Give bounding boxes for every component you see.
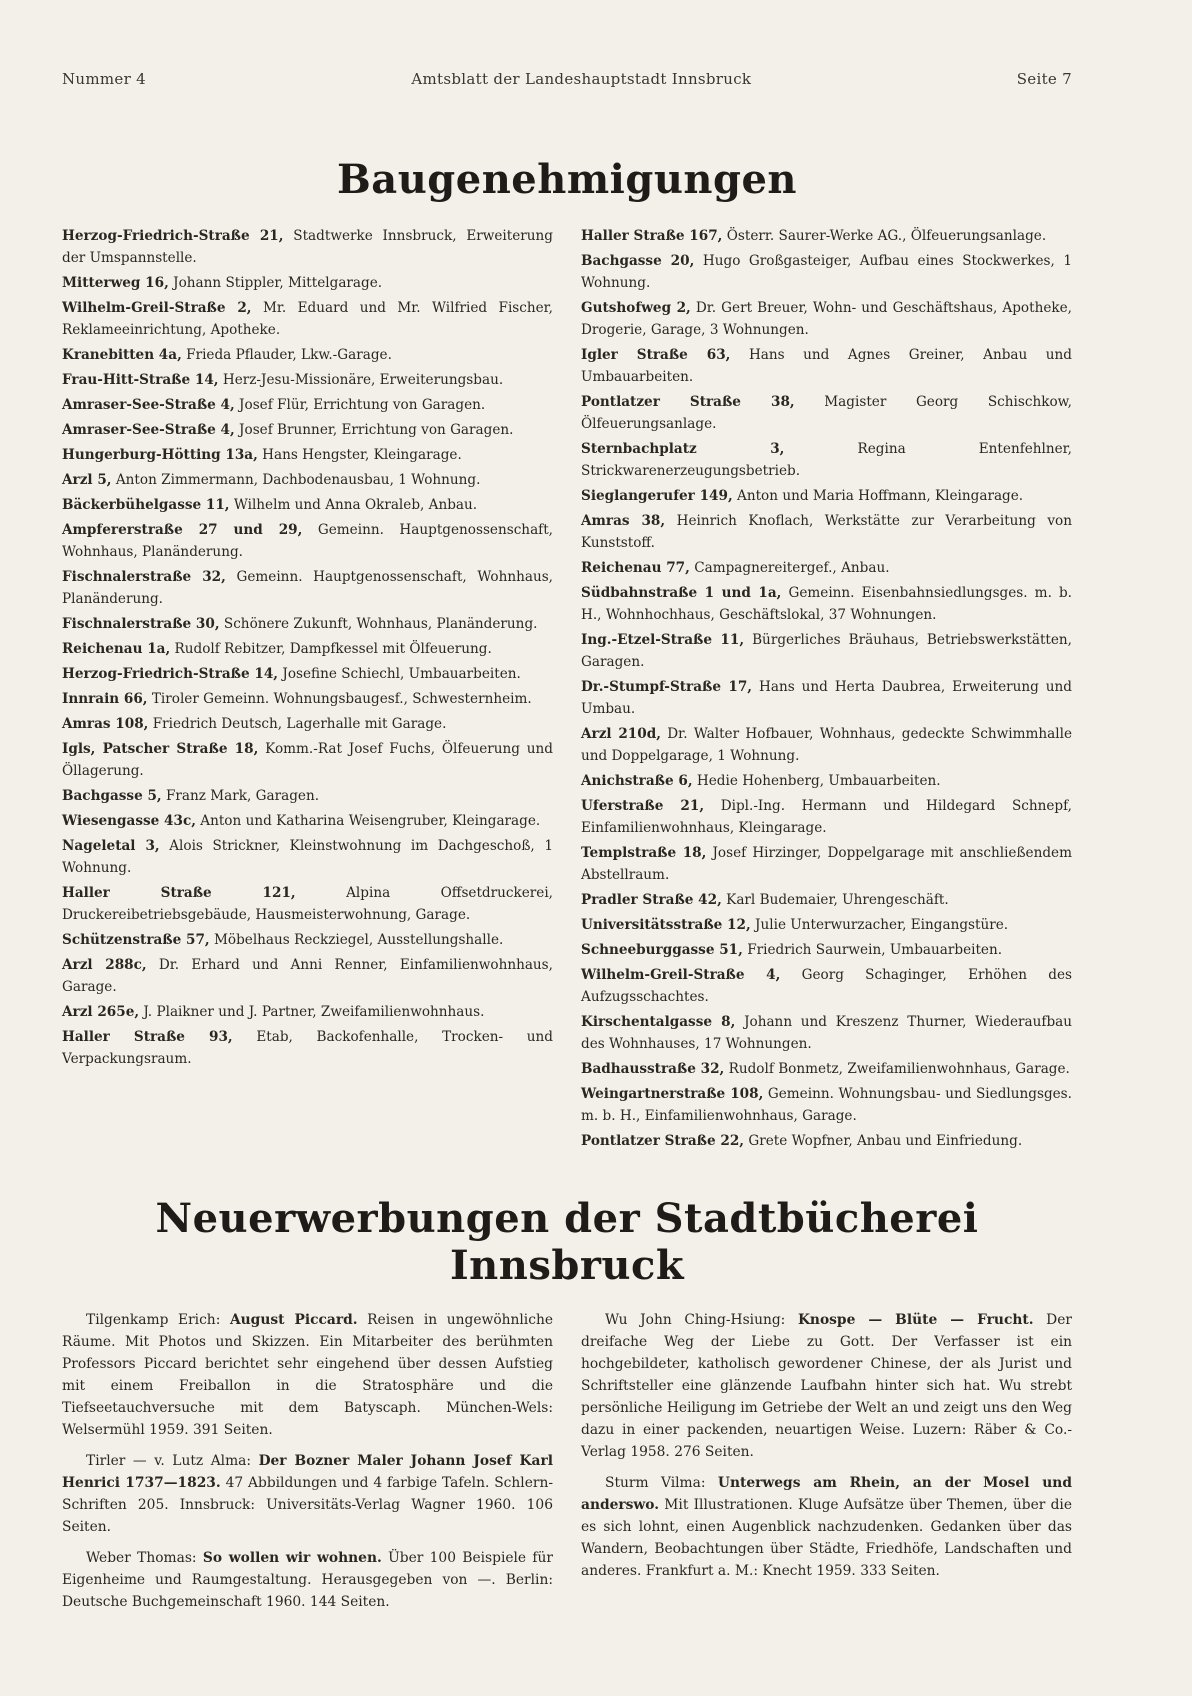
- permit-entry: [62, 469, 553, 491]
- permit-address: Fischnalerstraße 30,: [62, 616, 220, 632]
- permit-address: Wilhelm-Greil-Straße 4,: [581, 967, 781, 983]
- permit-entry: [62, 494, 553, 516]
- library-heading: Neuerwerbungen der Stadtbücherei Innsbruck: [155, 1195, 979, 1289]
- permit-details: Josef Brunner, Errichtung von Garagen.: [234, 422, 514, 438]
- permit-entry: [62, 1026, 553, 1070]
- book-entry: [581, 1309, 1072, 1463]
- permit-address: Gutshofweg 2,: [581, 300, 691, 316]
- page-number: Seite 7: [1016, 70, 1072, 88]
- permit-details: Karl Budemaier, Uhrengeschäft.: [721, 892, 949, 908]
- book-description: Über 100 Beispiele für Eigenheime und Raumgestaltung. Herausgegeben von —. Berlin: Deutsche Buchgemeinschaft 1960. 144 Seiten.: [62, 1550, 554, 1610]
- permit-address: Ampfererstraße 27 und 29,: [62, 522, 303, 538]
- permit-details: Grete Wopfner, Anbau und Einfriedung.: [744, 1133, 1023, 1149]
- permit-address: Herzog-Friedrich-Straße 21,: [62, 228, 284, 244]
- permit-details: Stadtwerke Innsbruck, Erweiterung der Umspannstelle.: [62, 228, 553, 266]
- permit-details: Gemeinn. Hauptgenossenschaft, Wohnhaus, Planänderung.: [62, 522, 553, 560]
- permit-address: Fischnalerstraße 32,: [62, 569, 226, 585]
- publication-title: Amtsblatt der Landeshauptstadt Innsbruck: [411, 70, 752, 88]
- permit-address: Haller Straße 121,: [62, 885, 296, 901]
- permit-entry: [581, 250, 1072, 294]
- permit-entry: [62, 954, 553, 998]
- permit-details: Johann und Kreszenz Thurner, Wiederaufbau des Wohnhauses, 17 Wohnungen.: [581, 1014, 1073, 1052]
- permit-entry: [581, 485, 1072, 507]
- permit-entry: [62, 688, 553, 710]
- permit-details: Gemeinn. Eisenbahnsiedlungsges. m. b. H., Wohnhochhaus, Geschäftslokal, 37 Wohnungen.: [581, 585, 1072, 623]
- book-title: So wollen wir wohnen.: [202, 1550, 382, 1566]
- book-title: Unterwegs am Rhein, an der Mosel und anderswo.: [581, 1475, 1072, 1513]
- permit-details: Etab, Backofenhalle, Trocken- und Verpackungsraum.: [62, 1029, 553, 1067]
- permit-address: Wiesengasse 43c,: [62, 813, 196, 829]
- page-header: [62, 70, 1072, 94]
- permit-entry: [581, 510, 1072, 554]
- permit-details: Dipl.-Ing. Hermann und Hildegard Schnepf, Einfamilienwohnhaus, Kleingarage.: [581, 798, 1072, 836]
- permit-entry: [581, 770, 1072, 792]
- book-description: 47 Abbildungen und 4 farbige Tafeln. Schlern-Schriften 205. Innsbruck: Universitäts-Verlag Wagner 1960. 106 Seiten.: [62, 1475, 554, 1535]
- permit-details: Gemeinn. Hauptgenossenschaft, Wohnhaus, Planänderung.: [62, 569, 554, 607]
- permit-entry: [62, 663, 553, 685]
- permit-entry: [62, 882, 553, 926]
- permit-entry: [581, 438, 1072, 482]
- permit-address: Herzog-Friedrich-Straße 14,: [62, 666, 279, 682]
- permit-details: Friedrich Deutsch, Lagerhalle mit Garage.: [148, 716, 447, 732]
- permit-entry: [581, 582, 1072, 626]
- permit-address: Igler Straße 63,: [581, 347, 731, 363]
- book-title: Knospe — Blüte — Frucht.: [797, 1312, 1034, 1328]
- issue-number: Nummer 4: [62, 70, 146, 88]
- permit-address: Pradler Straße 42,: [581, 892, 722, 908]
- permit-details: Schönere Zukunft, Wohnhaus, Planänderung.: [219, 616, 538, 632]
- permit-entry: [62, 566, 553, 610]
- permit-address: Reichenau 1a,: [62, 641, 171, 657]
- permit-details: Gemeinn. Wohnungsbau- und Siedlungsges. m. b. H., Einfamilienwohnhaus, Garage.: [581, 1086, 1072, 1124]
- permit-address: Amras 108,: [62, 716, 149, 732]
- permit-details: Frieda Pflauder, Lkw.-Garage.: [181, 347, 392, 363]
- permit-address: Haller Straße 93,: [62, 1029, 233, 1045]
- permit-entry: [581, 889, 1072, 911]
- permit-entry: [581, 939, 1072, 961]
- permits-columns: [62, 225, 1072, 1155]
- permit-address: Frau-Hitt-Straße 14,: [62, 372, 219, 388]
- book-entry: [62, 1547, 553, 1613]
- permit-entry: [581, 1130, 1072, 1152]
- permit-details: Alpina Offsetdruckerei, Druckereibetriebsgebäude, Hausmeisterwohnung, Garage.: [62, 885, 553, 923]
- permit-details: Österr. Saurer-Werke AG., Ölfeuerungsanlage.: [722, 228, 1047, 244]
- book-author: Wu John Ching-Hsiung:: [605, 1312, 798, 1328]
- permit-details: Rudolf Bonmetz, Zweifamilienwohnhaus, Garage.: [724, 1061, 1070, 1077]
- permit-details: Mr. Eduard und Mr. Wilfried Fischer, Reklameeinrichtung, Apotheke.: [62, 300, 554, 338]
- permit-details: Georg Schaginger, Erhöhen des Aufzugsschachtes.: [581, 967, 1072, 1005]
- permit-entry: [62, 394, 553, 416]
- permit-address: Ing.-Etzel-Straße 11,: [581, 632, 745, 648]
- permit-details: Hedie Hohenberg, Umbauarbeiten.: [692, 773, 941, 789]
- permits-left-column: [62, 225, 553, 1155]
- permit-entry: [581, 964, 1072, 1008]
- permit-address: Igls, Patscher Straße 18,: [62, 741, 259, 757]
- permit-entry: [581, 1058, 1072, 1080]
- book-author: Weber Thomas:: [86, 1550, 203, 1566]
- permit-entry: [581, 557, 1072, 579]
- permit-entry: [62, 519, 553, 563]
- permit-details: Herz-Jesu-Missionäre, Erweiterungsbau.: [218, 372, 504, 388]
- permit-address: Weingartnerstraße 108,: [581, 1086, 764, 1102]
- permit-entry: [581, 1011, 1072, 1055]
- book-author: Sturm Vilma:: [605, 1475, 718, 1491]
- permit-address: Arzl 210d,: [581, 726, 661, 742]
- permit-details: Komm.-Rat Josef Fuchs, Ölfeuerung und Öllagerung.: [62, 741, 554, 779]
- permit-address: Sieglangerufer 149,: [581, 488, 733, 504]
- permit-details: Bürgerliches Bräuhaus, Betriebswerkstätten, Garagen.: [581, 632, 1072, 670]
- permit-address: Pontlatzer Straße 38,: [581, 394, 795, 410]
- permit-entry: [62, 369, 553, 391]
- book-entry: [62, 1450, 553, 1538]
- permit-entry: [62, 785, 553, 807]
- permit-address: Badhausstraße 32,: [581, 1061, 725, 1077]
- permit-details: Anton Zimmermann, Dachbodenausbau, 1 Wohnung.: [111, 472, 481, 488]
- permit-entry: [581, 795, 1072, 839]
- permit-address: Arzl 5,: [62, 472, 112, 488]
- permit-entry: [581, 914, 1072, 936]
- permit-entry: [62, 638, 553, 660]
- permit-address: Templstraße 18,: [581, 845, 707, 861]
- book-title: August Piccard.: [229, 1312, 358, 1328]
- permit-address: Mitterweg 16,: [62, 275, 169, 291]
- permit-details: Hans und Agnes Greiner, Anbau und Umbauarbeiten.: [581, 347, 1073, 385]
- permit-address: Innrain 66,: [62, 691, 148, 707]
- permit-details: Dr. Walter Hofbauer, Wohnhaus, gedeckte Schwimmhalle und Doppelgarage, 1 Wohnung.: [581, 726, 1072, 764]
- book-description: Reisen in ungewöhnliche Räume. Mit Photos und Skizzen. Ein Mitarbeiter des berühmten Professors Piccard berichtet sehr eingehend über dessen Aufstieg mit einem Freiballon in die Stratosphäre und die Tiefseetauchversuche mit dem Batyscaph. München-Wels: Welsermühl 1959. 391 Seiten.: [62, 1312, 553, 1438]
- permit-details: Johann Stippler, Mittelgarage.: [168, 275, 383, 291]
- permit-address: Anichstraße 6,: [581, 773, 693, 789]
- permit-address: Arzl 288c,: [62, 957, 147, 973]
- permit-details: Rudolf Rebitzer, Dampfkessel mit Ölfeuerung.: [170, 641, 492, 657]
- permit-details: Josef Hirzinger, Doppelgarage mit anschließendem Abstellraum.: [581, 845, 1072, 883]
- permit-entry: [62, 297, 553, 341]
- book-author: Tirler — v. Lutz Alma:: [86, 1453, 259, 1469]
- permit-address: Bäckerbühelgasse 11,: [62, 497, 230, 513]
- permit-details: Hans Hengster, Kleingarage.: [257, 447, 462, 463]
- permit-address: Schützenstraße 57,: [62, 932, 210, 948]
- permit-address: Bachgasse 20,: [581, 253, 695, 269]
- permit-details: Heinrich Knoflach, Werkstätte zur Verarbeitung von Kunststoff.: [581, 513, 1072, 551]
- permit-address: Dr.-Stumpf-Straße 17,: [581, 679, 753, 695]
- permits-right-column: [581, 225, 1072, 1155]
- permit-entry: [581, 391, 1072, 435]
- permit-details: Magister Georg Schischkow, Ölfeuerungsanlage.: [581, 394, 1072, 432]
- permit-address: Sternbachplatz 3,: [581, 441, 785, 457]
- permit-entry: [581, 225, 1072, 247]
- book-description: Mit Illustrationen. Kluge Aufsätze über Themen, über die es sich lohnt, einen Augenblick nachzudenken. Gedanken über das Wandern, Beobachtungen über Städte, Friedhöfe, Landschaften und anderes. Frankfurt a. M.: Knecht 1959. 333 Seiten.: [581, 1497, 1072, 1579]
- permit-entry: [581, 723, 1072, 767]
- permits-heading: Baugenehmigungen: [337, 156, 797, 203]
- library-right-column: [581, 1309, 1072, 1622]
- permit-address: Bachgasse 5,: [62, 788, 162, 804]
- permit-address: Schneeburggasse 51,: [581, 942, 743, 958]
- library-left-column: [62, 1309, 553, 1622]
- permit-address: Amraser-See-Straße 4,: [62, 397, 235, 413]
- permit-address: Amraser-See-Straße 4,: [62, 422, 235, 438]
- permit-entry: [581, 1083, 1072, 1127]
- permit-details: Anton und Katharina Weisengruber, Kleingarage.: [195, 813, 541, 829]
- permit-entry: [62, 225, 553, 269]
- library-columns: [62, 1309, 1072, 1622]
- permit-details: Hugo Großgasteiger, Aufbau eines Stockwerkes, 1 Wohnung.: [581, 253, 1072, 291]
- permit-entry: [581, 842, 1072, 886]
- permit-address: Uferstraße 21,: [581, 798, 705, 814]
- permit-entry: [62, 444, 553, 466]
- permit-details: Anton und Maria Hoffmann, Kleingarage.: [732, 488, 1024, 504]
- permit-entry: [62, 738, 553, 782]
- permit-details: Julie Unterwurzacher, Eingangstüre.: [750, 917, 1009, 933]
- permit-address: Amras 38,: [581, 513, 666, 529]
- permit-address: Hungerburg-Hötting 13a,: [62, 447, 258, 463]
- permit-address: Südbahnstraße 1 und 1a,: [581, 585, 782, 601]
- permit-details: Möbelhaus Reckziegel, Ausstellungshalle.: [209, 932, 504, 948]
- permit-details: Tiroler Gemeinn. Wohnungsbaugesf., Schwesternheim.: [147, 691, 532, 707]
- permit-details: Dr. Gert Breuer, Wohn- und Geschäftshaus, Apotheke, Drogerie, Garage, 3 Wohnungen.: [581, 300, 1072, 338]
- permit-details: Franz Mark, Garagen.: [161, 788, 320, 804]
- permit-entry: [62, 713, 553, 735]
- permit-entry: [581, 676, 1072, 720]
- book-title: Der Bozner Maler Johann Josef Karl Henrici 1737—1823.: [62, 1453, 553, 1491]
- permit-entry: [581, 344, 1072, 388]
- permit-details: J. Plaikner und J. Partner, Zweifamilienwohnhaus.: [139, 1004, 485, 1020]
- book-author: Tilgenkamp Erich:: [86, 1312, 230, 1328]
- permit-entry: [581, 297, 1072, 341]
- permit-details: Campagnereitergef., Anbau.: [689, 560, 890, 576]
- permit-details: Wilhelm und Anna Okraleb, Anbau.: [229, 497, 478, 513]
- permit-details: Regina Entenfehlner, Strickwarenerzeugungsbetrieb.: [581, 441, 1072, 479]
- permit-entry: [62, 929, 553, 951]
- permit-entry: [62, 419, 553, 441]
- book-description: Der dreifache Weg der Liebe zu Gott. Der Verfasser ist ein hochgebildeter, katholisch gewordener Chinese, der als Jurist und Schriftsteller eine glänzende Laufbahn hinter sich hat. Wu strebt persönliche Heiligung im Getriebe der Welt an und zeigt uns den Weg dazu in einer packenden, neuartigen Weise. Luzern: Räber & Co.-Verlag 1958. 276 Seiten.: [581, 1312, 1072, 1460]
- permit-address: Kranebitten 4a,: [62, 347, 182, 363]
- permit-address: Kirschentalgasse 8,: [581, 1014, 736, 1030]
- permit-entry: [581, 629, 1072, 673]
- book-entry: [581, 1472, 1072, 1582]
- permit-address: Haller Straße 167,: [581, 228, 723, 244]
- permit-details: Alois Strickner, Kleinstwohnung im Dachgeschoß, 1 Wohnung.: [62, 838, 553, 876]
- permit-entry: [62, 344, 553, 366]
- permit-address: Pontlatzer Straße 22,: [581, 1133, 745, 1149]
- permit-address: Wilhelm-Greil-Straße 2,: [62, 300, 252, 316]
- permit-address: Arzl 265e,: [62, 1004, 140, 1020]
- permit-address: Nageletal 3,: [62, 838, 160, 854]
- permit-details: Josef Flür, Errichtung von Garagen.: [234, 397, 486, 413]
- permit-entry: [62, 1001, 553, 1023]
- permit-entry: [62, 835, 553, 879]
- permit-address: Reichenau 77,: [581, 560, 690, 576]
- book-entry: [62, 1309, 553, 1441]
- permit-entry: [62, 810, 553, 832]
- permit-details: Josefine Schiechl, Umbauarbeiten.: [278, 666, 521, 682]
- permit-entry: [62, 272, 553, 294]
- permit-details: Dr. Erhard und Anni Renner, Einfamilienwohnhaus, Garage.: [62, 957, 553, 995]
- permit-details: Friedrich Saurwein, Umbauarbeiten.: [742, 942, 1003, 958]
- permit-address: Universitätsstraße 12,: [581, 917, 751, 933]
- permit-entry: [62, 613, 553, 635]
- permit-details: Hans und Herta Daubrea, Erweiterung und Umbau.: [581, 679, 1073, 717]
